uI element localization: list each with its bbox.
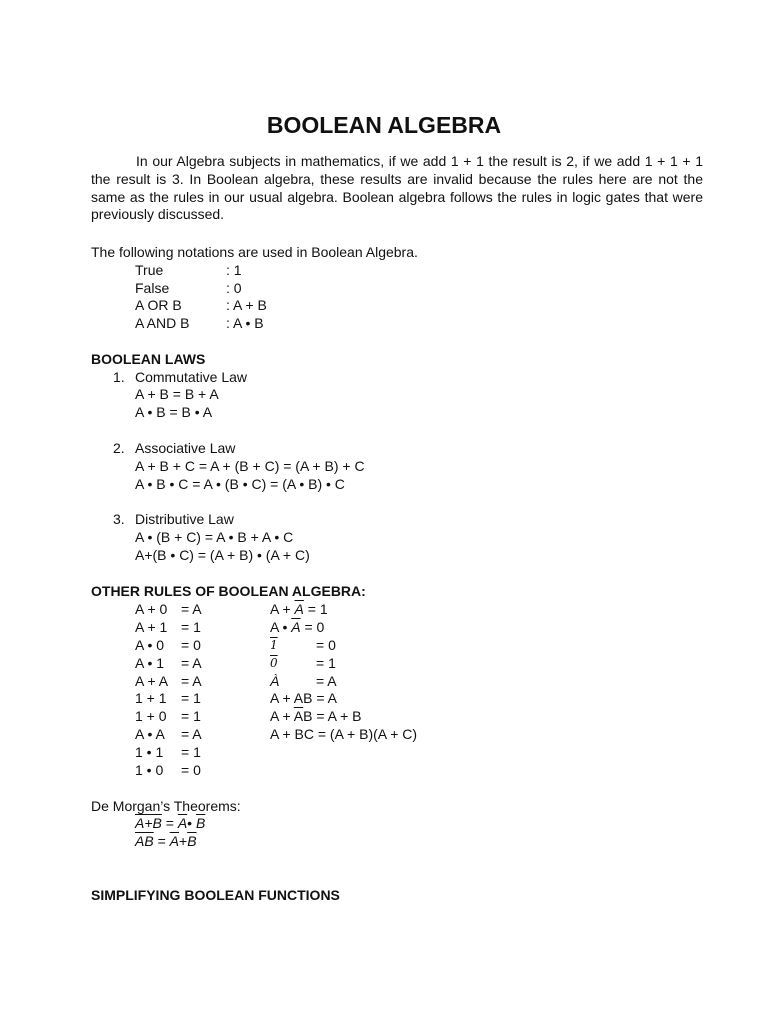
notations-heading: The following notations are used in Boolean Algebra. [91, 244, 418, 260]
law-number: 1. [113, 369, 125, 385]
rule-text: = 1 [316, 655, 336, 671]
rule-rhs: = 1 [181, 619, 201, 635]
negated-a: $\overline{A}$ [293, 708, 304, 724]
negated-a: $\overline{A}$ [177, 815, 188, 831]
notation-value: : 1 [226, 262, 242, 278]
negated-product: $\overline{AB}$ [135, 833, 154, 849]
rule-lhs: 1 • 0 [135, 762, 164, 778]
double-negated-a: À [270, 673, 280, 689]
negated-b: $\overline{B}$ [195, 815, 206, 831]
rule-rhs: = 1 [181, 744, 201, 760]
rule-lhs: A • A [135, 726, 165, 742]
notation-value: : A + B [226, 297, 267, 313]
demorgan-theorem-1 [135, 815, 205, 832]
equals: = [153, 833, 170, 849]
negated-sum: A+B [135, 815, 162, 831]
rule-text: A + [270, 601, 295, 617]
boolean-laws-heading: BOOLEAN LAWS [91, 351, 206, 367]
simplifying-heading: SIMPLIFYING BOOLEAN FUNCTIONS [91, 887, 340, 903]
negated-a: $\overline{A}$ [291, 619, 301, 635]
intro-paragraph: In our Algebra subjects in mathematics, if we add 1 + 1 the result is 2, if we add 1 + 1 + 1 the result is 3. In Boolean algebra, these results are invalid because the rules here are not the same as the rules in our usual algebra. Boolean algebra follows the rules in logic gates that were previously discussed. [91, 153, 703, 223]
rule-text: = 1 [303, 601, 328, 617]
rule-text: = 0 [316, 637, 336, 653]
law-number: 2. [113, 440, 125, 456]
law-formula: A • B • C = A • (B • C) = (A • B) • C [135, 476, 345, 492]
rule-rhs: = A [181, 601, 202, 617]
notation-term: True [135, 262, 164, 278]
notation-term: A OR B [135, 297, 182, 313]
notation-value: : A • B [226, 315, 264, 331]
page-title: BOOLEAN ALGEBRA [266, 112, 502, 138]
law-number: 3. [113, 511, 125, 527]
rule-text: A + [270, 708, 294, 724]
or-plus: + [179, 833, 188, 849]
equals: = [161, 815, 178, 831]
negated-one: 1 [270, 638, 278, 652]
law-formula: A+(B • C) = (A + B) • (A + C) [135, 547, 310, 563]
rule-right [270, 601, 328, 618]
rule-lhs: A • 1 [135, 655, 165, 671]
demorgan-theorem-2 [135, 833, 197, 850]
rule-lhs: A + A [135, 673, 169, 689]
negated-b: $\overline{B}$ [187, 833, 197, 849]
rule-lhs: 1 + 1 [135, 690, 167, 706]
rule-right [270, 619, 324, 636]
rule-rhs: = 1 [181, 690, 201, 706]
negated-a: $\overline{A}$ [169, 833, 179, 849]
law-formula: A • B = B • A [135, 404, 213, 420]
rule-lhs: A + 1 [135, 619, 168, 635]
notation-value: : 0 [226, 280, 242, 296]
notation-term: A AND B [135, 315, 190, 331]
rule-text: = 0 [300, 619, 325, 635]
rule-lhs: A • 0 [135, 637, 165, 653]
negated-zero: 0 [270, 656, 278, 670]
rule-rhs: = 0 [181, 762, 201, 778]
negated-a: $\overline{A}$ [294, 601, 304, 617]
rule-lhs: 1 + 0 [135, 708, 167, 724]
rule-rhs: = A [181, 655, 202, 671]
rule-lhs: 1 • 1 [135, 744, 164, 760]
rule-rhs: = 0 [181, 637, 201, 653]
demorgan-heading: De Morgan’s Theorems: [91, 798, 241, 814]
rule-rhs: = A [181, 726, 202, 742]
rule-rhs: = A [181, 673, 202, 689]
rule-text: = A [316, 673, 337, 689]
notation-term: False [135, 280, 170, 296]
and-dot: • [187, 815, 196, 831]
other-rules-heading: OTHER RULES OF BOOLEAN ALGEBRA: [91, 583, 366, 599]
law-formula: A + B = B + A [135, 386, 219, 402]
rule-lhs: A + 0 [135, 601, 168, 617]
rule-right: A + AB = A [270, 690, 337, 706]
rule-text: B = A + B [303, 708, 362, 724]
rule-right [270, 708, 361, 725]
rule-text: A • [270, 619, 292, 635]
law-formula: A + B + C = A + (B + C) = (A + B) + C [135, 458, 365, 474]
rule-rhs: = 1 [181, 708, 201, 724]
law-name: Commutative Law [135, 369, 248, 385]
rule-right: A + BC = (A + B)(A + C) [270, 726, 418, 742]
law-name: Associative Law [135, 440, 236, 456]
law-formula: A • (B + C) = A • B + A • C [135, 529, 294, 545]
law-name: Distributive Law [135, 511, 234, 527]
